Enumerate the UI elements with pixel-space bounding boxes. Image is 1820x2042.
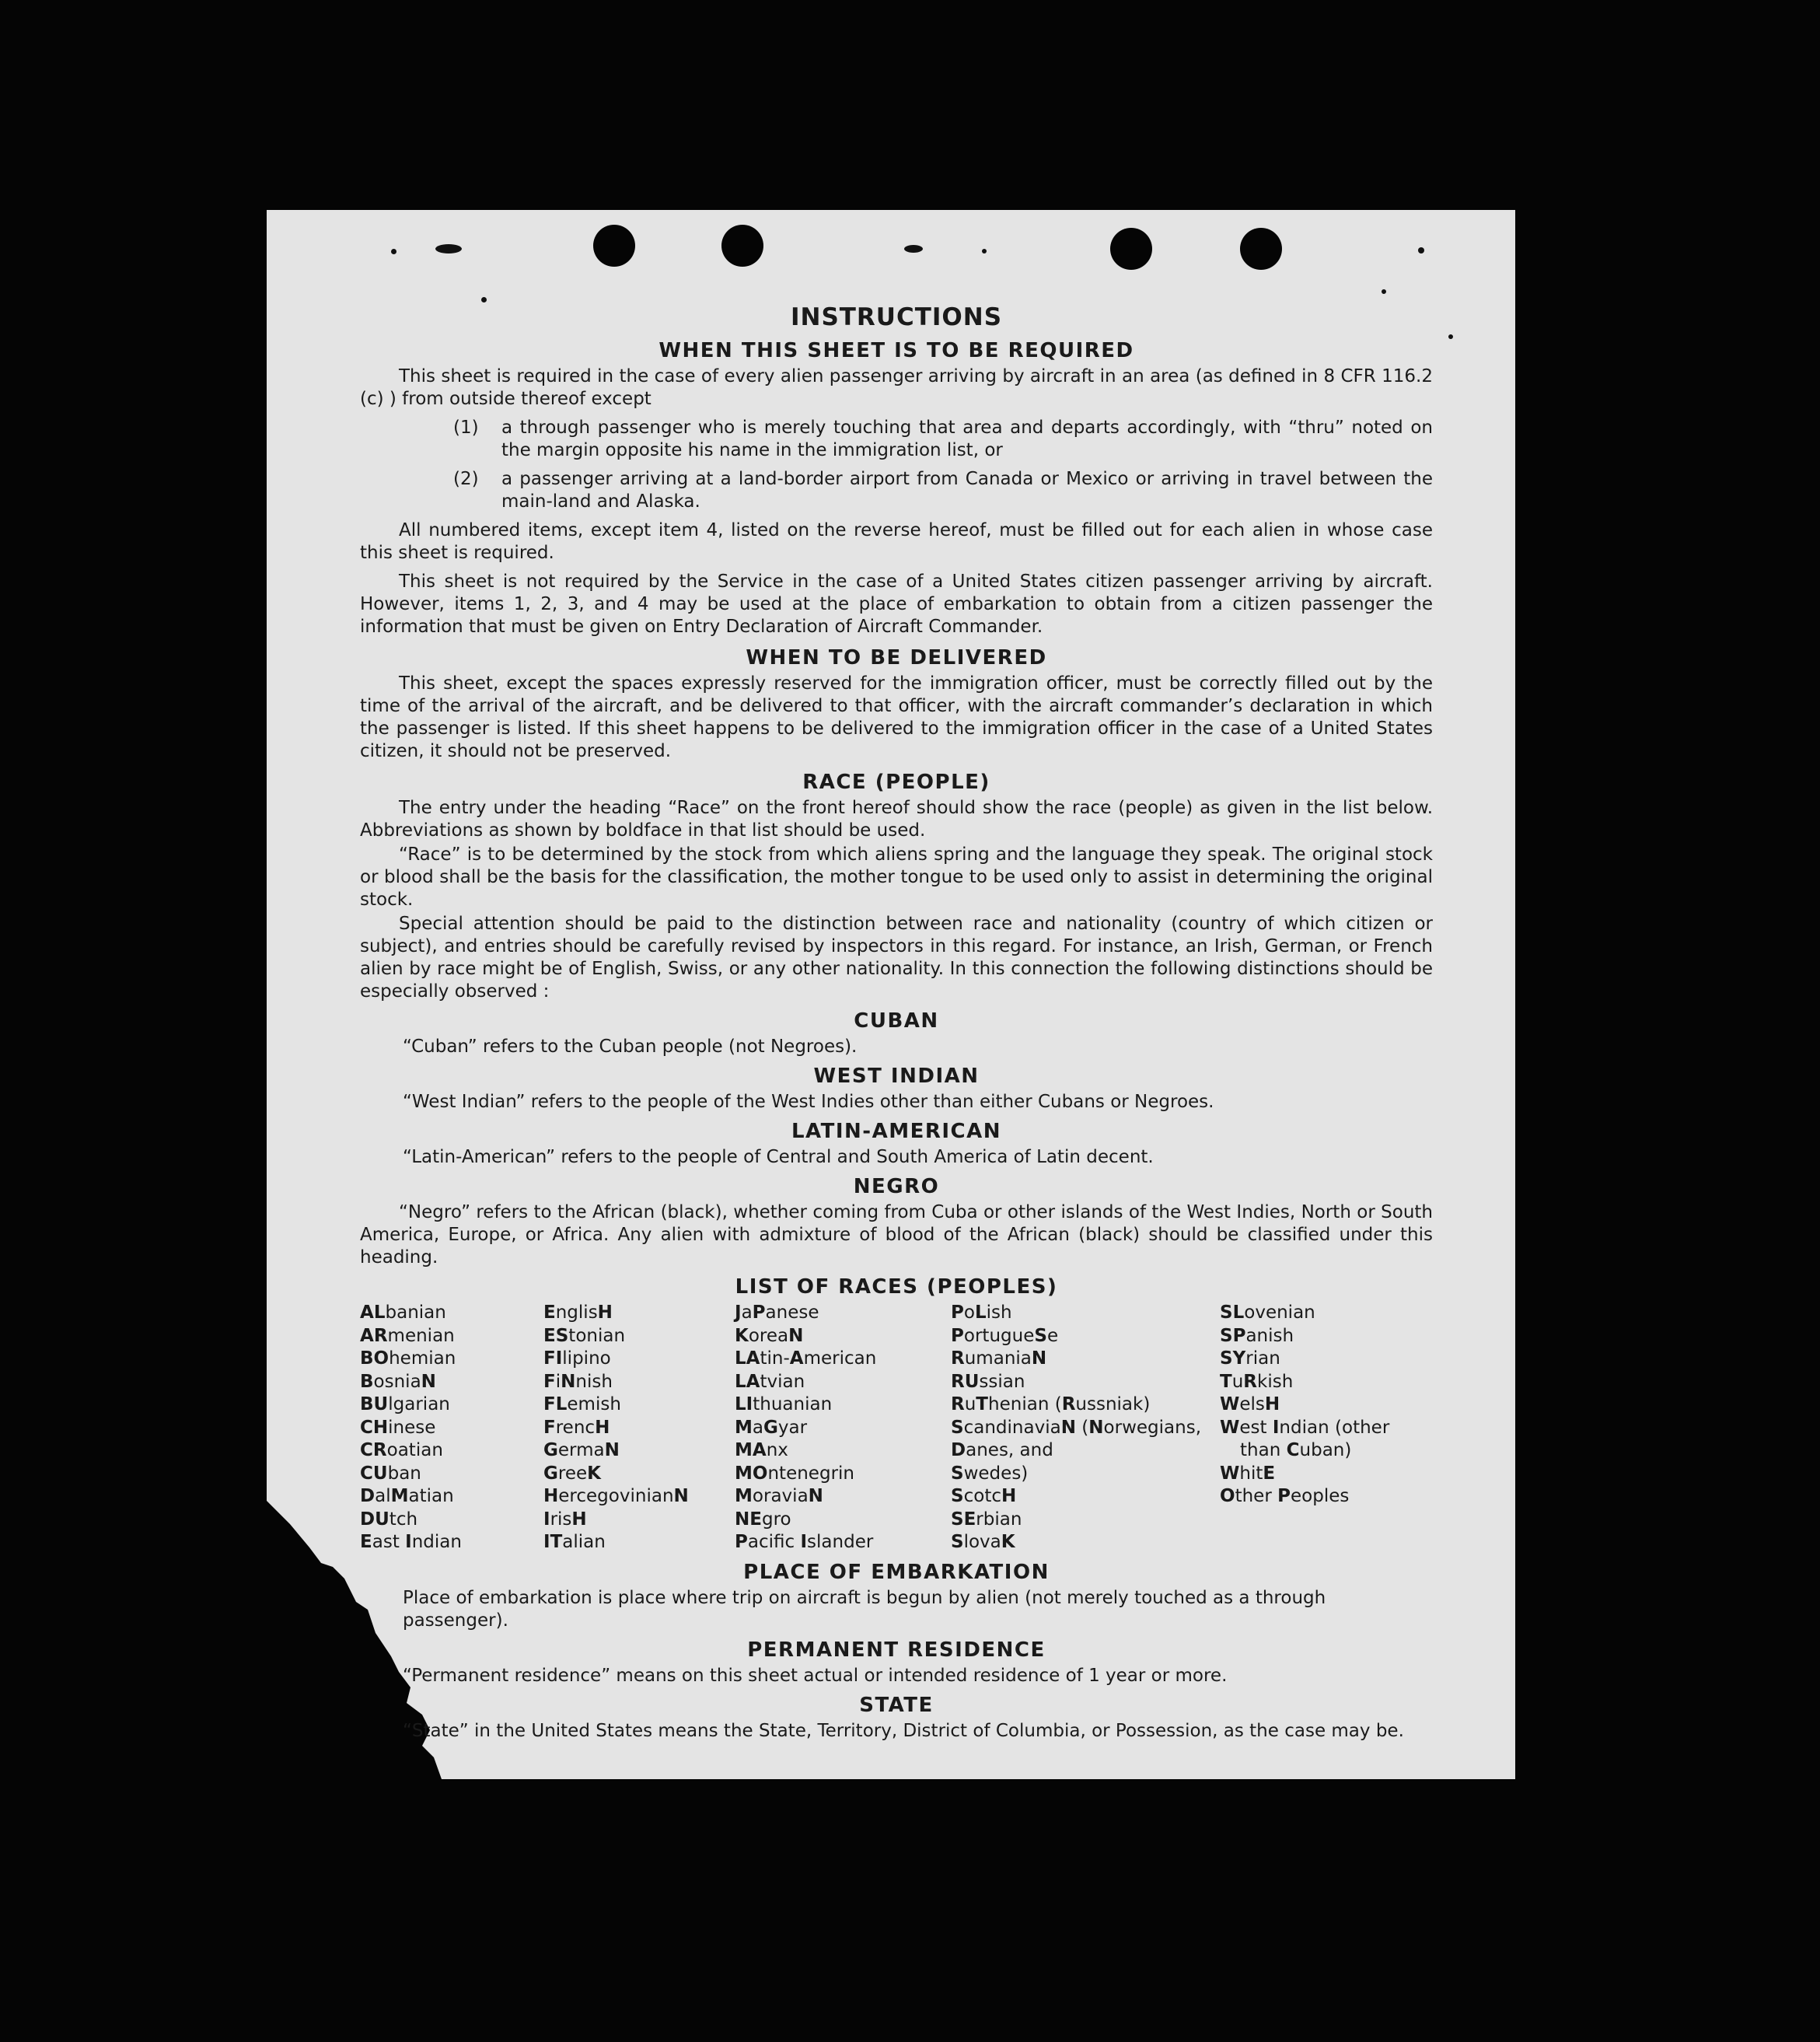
races-column xyxy=(360,1302,543,1554)
heading-west-indian: WEST INDIAN xyxy=(813,1065,980,1088)
race-entry: BOhemian xyxy=(360,1348,456,1369)
race-entry: FrencH xyxy=(543,1417,610,1438)
exception-number: (2) xyxy=(453,469,479,489)
numbered-items-paragraph: All numbered items, except item 4, listed on the reverse hereof, must be filled out for each alien in whose case this sheet is required. xyxy=(360,520,1433,563)
exception-item xyxy=(360,417,1433,462)
race-entry: PortugueSe xyxy=(951,1325,1059,1346)
binder-hole xyxy=(1240,228,1282,270)
race-entry: GreeK xyxy=(543,1463,601,1484)
race-entry: Pacifc Islander xyxy=(735,1532,874,1552)
embarkation-definition: Place of embarkation is place where trip on aircraft is begun by alien (not merely touched as a through passenger). xyxy=(403,1587,1326,1631)
races-column xyxy=(1220,1302,1430,1554)
race-entry: MAnx xyxy=(735,1440,788,1460)
race-entry: BUlgarian xyxy=(360,1394,450,1414)
race-entry: RUssian xyxy=(951,1371,1025,1392)
race-entry: MoraviaN xyxy=(735,1486,823,1506)
race-entry: SlovaK xyxy=(951,1532,1015,1552)
race-entry: FLemish xyxy=(543,1394,621,1414)
race-entry: FiNnish xyxy=(543,1371,613,1392)
ink-speck xyxy=(982,249,987,254)
race-entry: SErbian xyxy=(951,1509,1022,1530)
race-entry: DalMatian xyxy=(360,1486,454,1506)
race-entry: MOntenegrin xyxy=(735,1463,854,1484)
heading-latin-american: LATIN-AMERICAN xyxy=(791,1120,1002,1143)
race-entry: RumaniaN xyxy=(951,1348,1047,1369)
document-body xyxy=(360,302,1433,1746)
race-paragraph-2: “Race” is to be determined by the stock from which aliens spring and the language they speak. The original stock or blood shall be the basis for the classification, the mother tongue to be used only to assist in determining the original stock. xyxy=(360,844,1433,910)
race-entry: East Indian xyxy=(360,1532,462,1552)
binder-hole xyxy=(721,225,763,267)
race-entry: ALbanian xyxy=(360,1302,446,1323)
negro-definition: “Negro” refers to the African (black), whether coming from Cuba or other islands of the West Indies, North or South America, Europe, or Africa. Any alien with admixture of blood of the African (black) should be classified under this heading. xyxy=(360,1202,1433,1268)
race-entry: Swedes) xyxy=(951,1463,1029,1484)
binder-hole xyxy=(1110,228,1152,270)
heading-embarkation: PLACE OF EMBARKATION xyxy=(743,1560,1050,1584)
race-entry: NEgro xyxy=(735,1509,791,1530)
race-entry: SYrian xyxy=(1220,1348,1280,1369)
race-entry: JaPanese xyxy=(735,1302,819,1323)
heading-when-delivered: WHEN TO BE DELIVERED xyxy=(746,646,1047,670)
exception-number: (1) xyxy=(453,418,479,438)
west-indian-definition: “West Indian” refers to the people of the West Indies other than either Cubans or Negroes. xyxy=(403,1092,1214,1112)
race-entry: CHinese xyxy=(360,1417,436,1438)
latin-american-definition: “Latin-American” refers to the people of Central and South America of Latin decent. xyxy=(403,1147,1154,1167)
race-entry: Danes, and xyxy=(951,1440,1053,1460)
race-entry: TuRkish xyxy=(1220,1371,1294,1392)
race-entry: SPanish xyxy=(1220,1325,1294,1346)
heading-cuban: CUBAN xyxy=(854,1009,939,1033)
races-list xyxy=(360,1302,1433,1554)
heading-list-of-races: LIST OF RACES (PEOPLES) xyxy=(735,1275,1058,1299)
race-entry: ScandinaviaN (Norwegians, xyxy=(951,1417,1202,1438)
binder-hole xyxy=(593,225,635,267)
race-entry: ARmenian xyxy=(360,1325,455,1346)
document-title: INSTRUCTIONS xyxy=(790,303,1003,331)
race-entry: West Indian (other xyxy=(1220,1417,1390,1438)
race-entry: EnglisH xyxy=(543,1302,613,1323)
race-entry: WelsH xyxy=(1220,1394,1280,1414)
race-entry: LAtin-American xyxy=(735,1348,877,1369)
race-entry: HercegovinianN xyxy=(543,1486,689,1506)
heading-negro: NEGRO xyxy=(853,1175,940,1198)
race-entry: MaGyar xyxy=(735,1417,808,1438)
race-entry: SLovenian xyxy=(1220,1302,1315,1323)
race-entry: EStonian xyxy=(543,1325,626,1346)
race-entry: PoLish xyxy=(951,1302,1012,1323)
races-column xyxy=(735,1302,951,1554)
delivered-paragraph: This sheet, except the spaces expressly reserved for the immigration officer, must be correctly filled out by the time of the arrival of the aircraft, and be delivered to that officer, with the aircraft commander’s declaration in which the passenger is listed. If this sheet happens to be delivered to the immigration officer in the case of a United States citizen, it should not be preserved. xyxy=(360,673,1433,761)
race-paragraph-3: Special attention should be paid to the distinction between race and nationality (country of which citizen or subject), and entries should be carefully revised by inspectors in this regard. For instance, an Irish, German, or French alien by race might be of English, Swiss, or any other nationality. In this connection the following distinctions should be especially observed : xyxy=(360,914,1433,1002)
race-paragraph-1: The entry under the heading “Race” on the front hereof should show the race (people) as given in the list below. Abbreviations as shown by boldface in that list should be used. xyxy=(360,798,1433,841)
ink-speck xyxy=(904,245,923,253)
race-entry: GermaN xyxy=(543,1440,620,1460)
heading-race: RACE (PEOPLE) xyxy=(802,771,990,794)
heading-when-required: WHEN THIS SHEET IS TO BE REQUIRED xyxy=(658,339,1134,362)
race-entry: WhitE xyxy=(1220,1463,1276,1484)
ink-speck xyxy=(1382,289,1386,294)
races-column xyxy=(951,1302,1220,1554)
race-entry: LIthuanian xyxy=(735,1394,833,1414)
race-entry: KoreaN xyxy=(735,1325,804,1346)
race-entry: ITalian xyxy=(543,1532,606,1552)
cuban-definition: “Cuban” refers to the Cuban people (not Negroes). xyxy=(403,1037,858,1057)
exception-text: a through passenger who is merely touching that area and departs accordingly, with “thru” noted on the margin opposite his name in the immigration list, or xyxy=(501,418,1433,460)
race-entry: CRoatian xyxy=(360,1440,443,1460)
race-entry: DUtch xyxy=(360,1509,418,1530)
race-entry: LAtvian xyxy=(735,1371,805,1392)
required-intro: This sheet is required in the case of every alien passenger arriving by aircraft in an area (as defined in 8 CFR 116.2 (c) ) from outside thereof except xyxy=(360,366,1433,409)
document-sheet xyxy=(267,210,1515,1779)
heading-permanent-residence: PERMANENT RESIDENCE xyxy=(747,1638,1046,1662)
race-entry: than Cuban) xyxy=(1240,1440,1352,1460)
race-entry: Other Peoples xyxy=(1220,1486,1350,1506)
races-column xyxy=(543,1302,735,1554)
race-entry: ScotcH xyxy=(951,1486,1017,1506)
ink-speck xyxy=(1418,247,1424,254)
race-entry: CUban xyxy=(360,1463,421,1484)
citizen-paragraph: This sheet is not required by the Service in the case of a United States citizen passenger arriving by aircraft. However, items 1, 2, 3, and 4 may be used at the place of embarkation to obtain from a citizen passenger the information that must be given on Entry Declaration of Aircraft Commander. xyxy=(360,572,1433,637)
exception-text: a passenger arriving at a land-border airport from Canada or Mexico or arriving in travel between the main-land and Alaska. xyxy=(501,469,1433,512)
race-entry: RuThenian (Russniak) xyxy=(951,1394,1151,1414)
race-entry: BosniaN xyxy=(360,1371,436,1392)
race-entry: IrisH xyxy=(543,1509,587,1530)
race-entry: FIlipino xyxy=(543,1348,611,1369)
ink-speck xyxy=(1448,334,1453,339)
residence-definition: “Permanent residence” means on this sheet actual or intended residence of 1 year or more. xyxy=(403,1665,1228,1686)
heading-state: STATE xyxy=(859,1693,934,1717)
exception-item xyxy=(360,468,1433,513)
state-definition: “State” in the United States means the State, Territory, District of Columbia, or Possession, as the case may be. xyxy=(403,1720,1404,1741)
